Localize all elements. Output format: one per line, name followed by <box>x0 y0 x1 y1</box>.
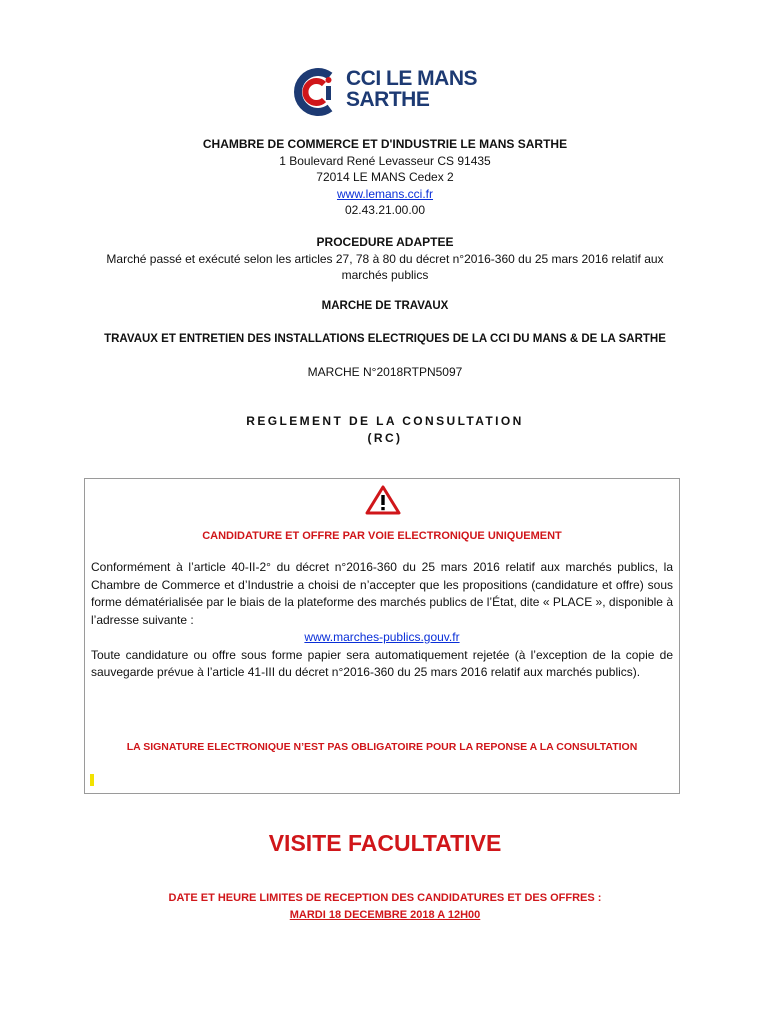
visite-title: VISITE FACULTATIVE <box>268 830 502 856</box>
marche-type: MARCHE DE TRAVAUX <box>321 300 449 312</box>
cci-logo-mark-icon <box>290 66 342 118</box>
deadline-label: DATE ET HEURE LIMITES DE RECEPTION DES CANDIDATURES ET DES OFFRES : <box>168 892 602 904</box>
address-line-1: 1 Boulevard René Levasseur CS 91435 <box>279 153 491 168</box>
notice-paragraph-2: Toute candidature ou offre sous forme papier sera automatiquement rejetée (à l’exception de la copie de sauvegarde prévue à l’article 41-III du décret n°2016-360 du 25 mars 2016 relatif aux marchés publics). <box>91 647 673 679</box>
deadline-section <box>0 890 770 924</box>
reglement-title <box>0 413 770 447</box>
reglement-line-1: REGLEMENT DE LA CONSULTATION <box>246 414 524 428</box>
notice-body <box>91 559 673 682</box>
notice-box <box>84 478 680 794</box>
cci-logo <box>290 64 490 120</box>
signature-note: LA SIGNATURE ELECTRONIQUE N’EST PAS OBLIGATOIRE POUR LA REPONSE A LA CONSULTATION <box>126 741 638 753</box>
highlight-marker <box>90 774 94 786</box>
website-link[interactable]: www.lemans.cci.fr <box>336 186 434 201</box>
warning-triangle-icon <box>365 485 401 515</box>
organization-name: CHAMBRE DE COMMERCE ET D'INDUSTRIE LE MANS SARTHE <box>202 137 568 151</box>
logo-text-line1: CCI LE MANS <box>346 67 477 90</box>
logo-text-line2: SARTHE <box>346 88 430 111</box>
reglement-line-2: (RC) <box>367 431 403 445</box>
deadline-value: MARDI 18 DECEMBRE 2018 A 12H00 <box>289 909 481 921</box>
place-platform-link[interactable]: www.marches-publics.gouv.fr <box>304 630 460 644</box>
organization-header <box>0 136 770 219</box>
address-line-2: 72014 LE MANS Cedex 2 <box>316 170 454 184</box>
notice-paragraph-1: Conformément à l’article 40-II-2° du décret n°2016-360 du 25 mars 2016 relatif aux marchés publics, la Chambre de Commerce et d’Industrie a choisi de n’accepter que les propositions (candidature et offre) sous forme dématérialisée par le biais de la plateforme des marchés publics de l’État, dite « PLACE », disponible à l’adresse suivante : <box>91 560 673 627</box>
phone-number: 02.43.21.00.00 <box>344 203 426 217</box>
travaux-title: TRAVAUX ET ENTRETIEN DES INSTALLATIONS ELECTRIQUES DE LA CCI DU MANS & DE LA SARTHE <box>104 333 666 345</box>
marche-number: MARCHE N°2018RTPN5097 <box>307 365 463 379</box>
procedure-description: Marché passé et exécuté selon les articles 27, 78 à 80 du décret n°2016-360 du 25 mars 2016 relatif aux marchés publics <box>106 251 664 282</box>
procedure-section <box>0 234 770 284</box>
notice-title: CANDIDATURE ET OFFRE PAR VOIE ELECTRONIQUE UNIQUEMENT <box>202 530 562 542</box>
procedure-title: PROCEDURE ADAPTEE <box>316 235 454 249</box>
